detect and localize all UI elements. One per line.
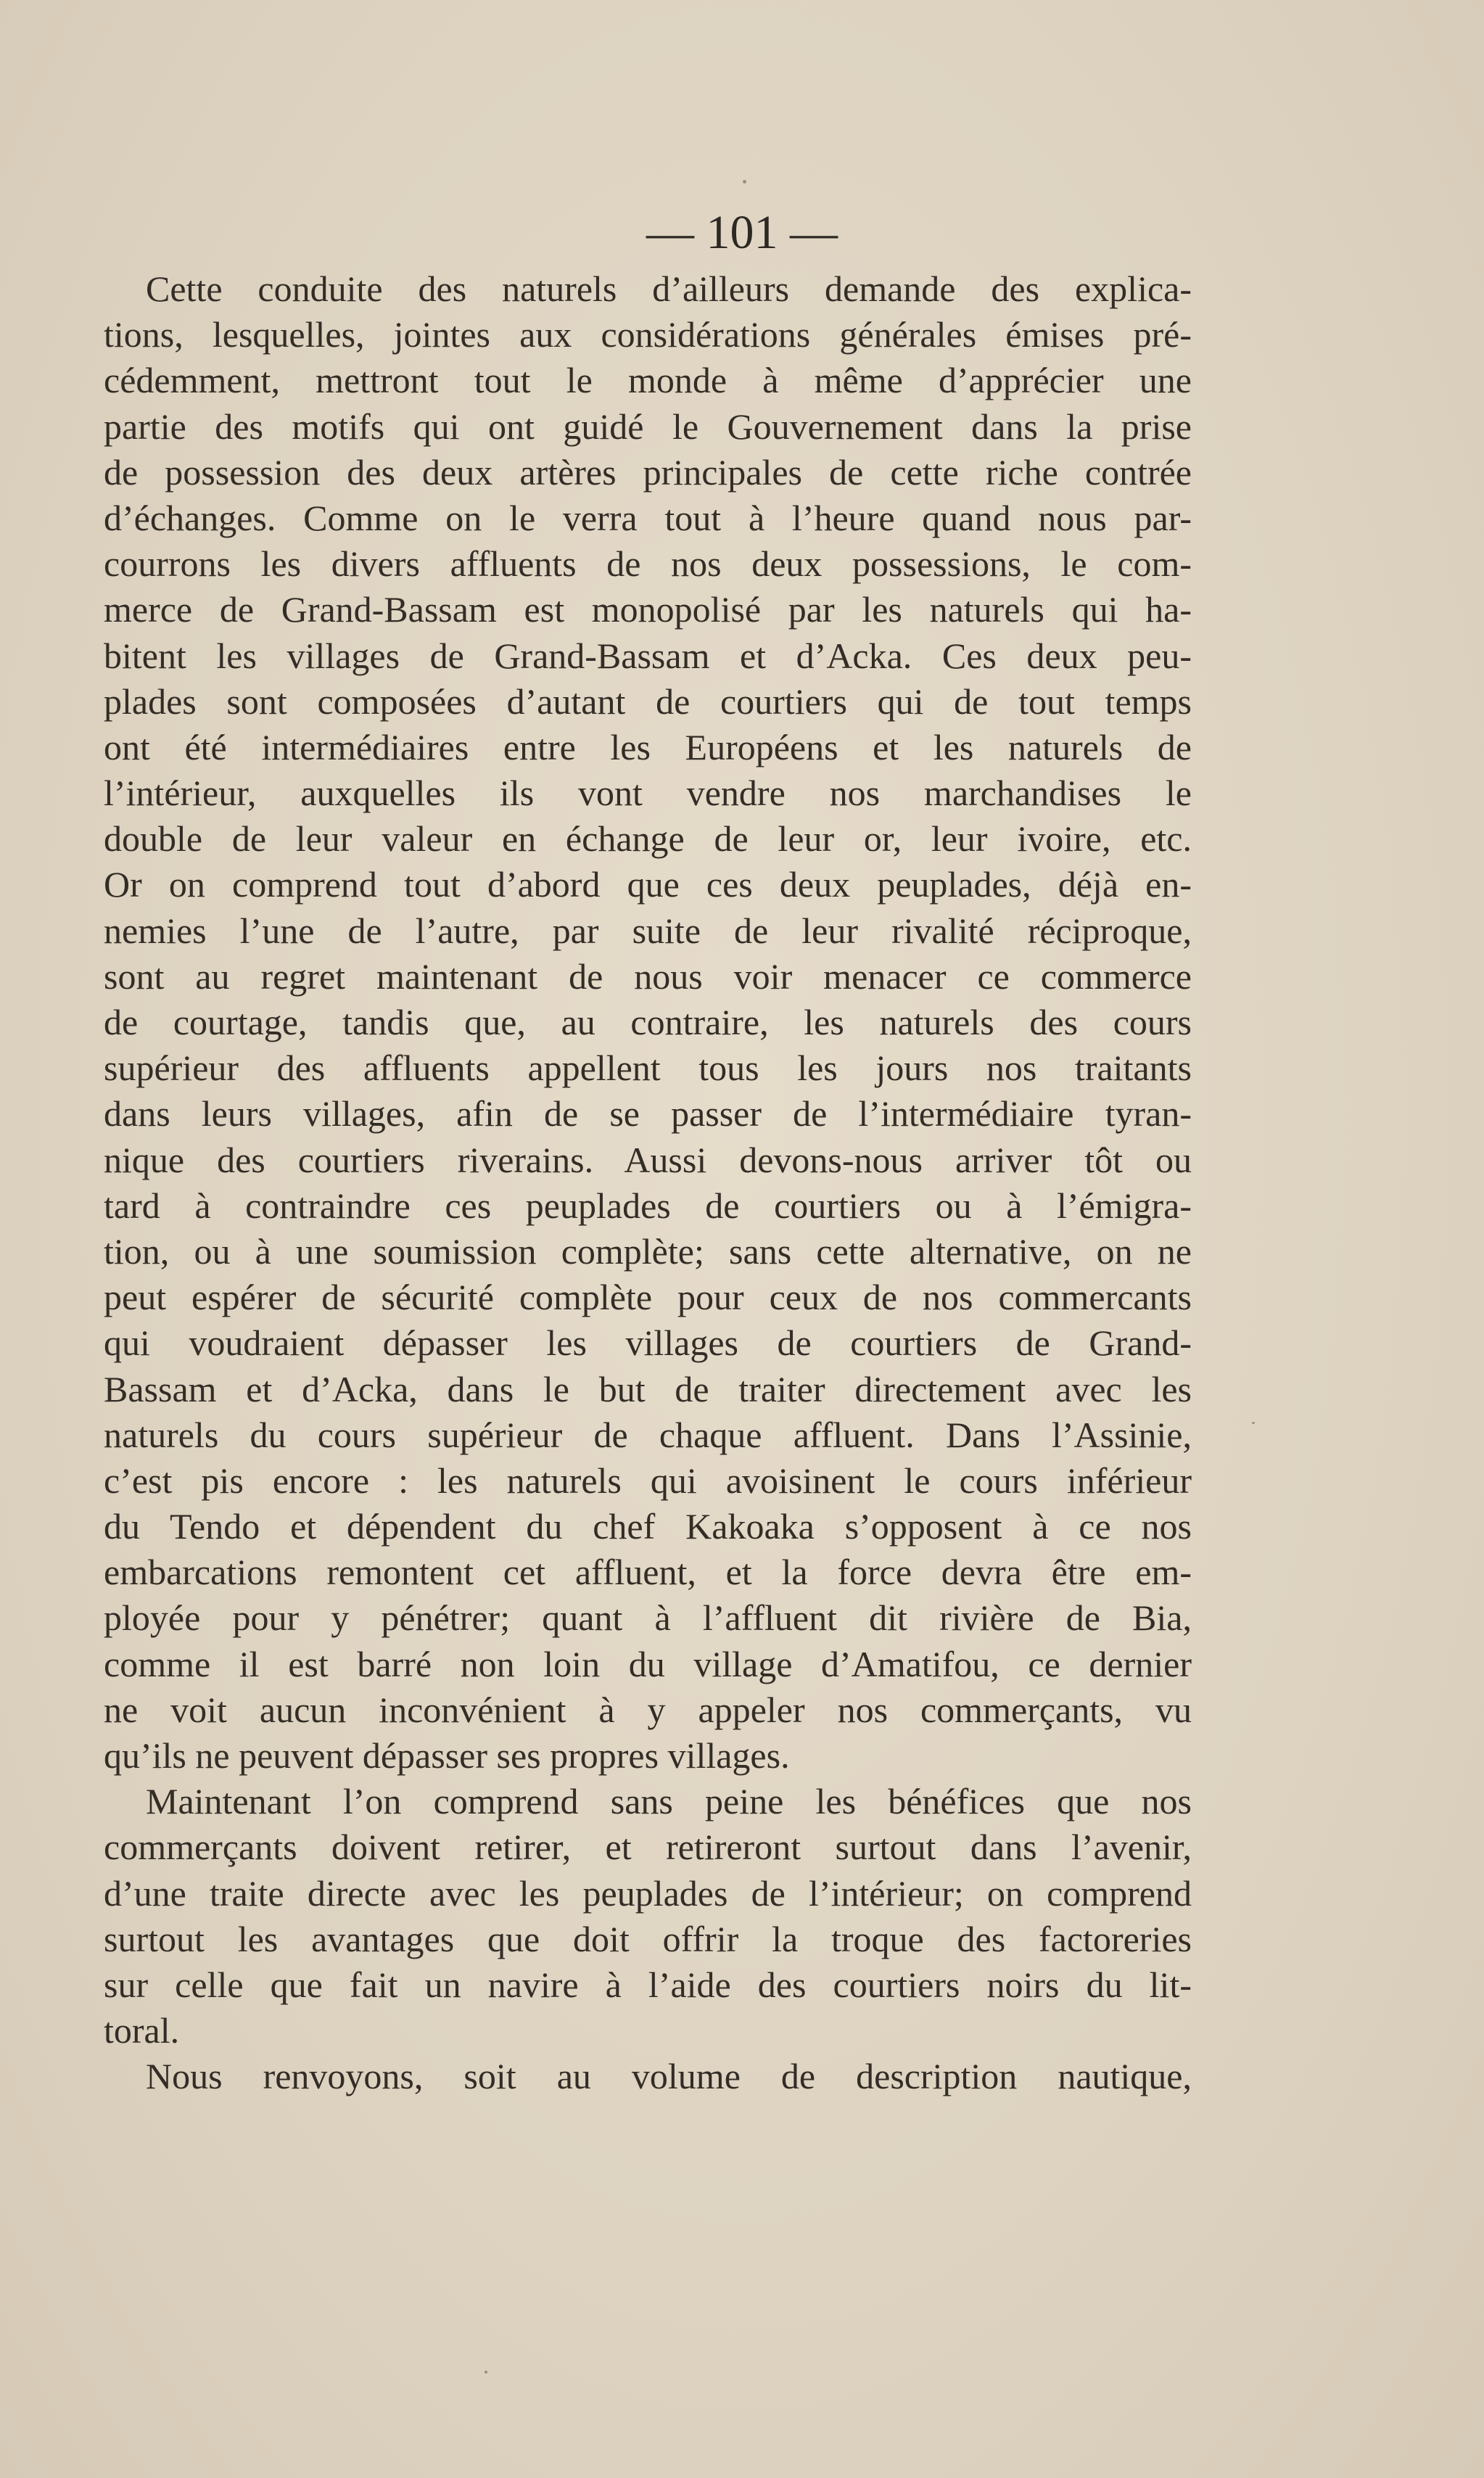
- text-line: du Tendo et dépendent du chef Kakoaka s’opposent à ce nos: [104, 1506, 1192, 1547]
- text-line: tion, ou à une soumission complète; sans cette alternative, on ne: [104, 1230, 1192, 1272]
- text-line: l’intérieur, auxquelles ils vont vendre nos marchandises le: [104, 773, 1192, 814]
- text-line: ployée pour y pénétrer; quant à l’affluent dit rivière de Bia,: [104, 1597, 1192, 1639]
- text-line: merce de Grand-Bassam est monopolisé par les naturels qui ha-: [104, 589, 1192, 630]
- page-number: — 101 —: [646, 206, 838, 259]
- text-line: bitent les villages de Grand-Bassam et d’Acka. Ces deux peu-: [104, 635, 1192, 676]
- text-line: supérieur des affluents appellent tous les jours nos traitants: [104, 1047, 1192, 1089]
- text-line: Bassam et d’Acka, dans le but de traiter directement avec les: [104, 1368, 1192, 1409]
- text-line: Or on comprend tout d’abord que ces deux peuplades, déjà en-: [104, 864, 1192, 905]
- text-line: Nous renvoyons, soit au volume de description nautique,: [146, 2056, 1192, 2097]
- text-line: sur celle que fait un navire à l’aide des courtiers noirs du lit-: [104, 1964, 1192, 2005]
- text-line: dans leurs villages, afin de se passer de l’intermédiaire tyran-: [104, 1093, 1192, 1135]
- text-line: surtout les avantages que doit offrir la troque des factoreries: [104, 1918, 1192, 1959]
- body-text: [104, 266, 1192, 2100]
- text-line: plades sont composées d’autant de courtiers qui de tout temps: [104, 680, 1192, 722]
- text-line: cédemment, mettront tout le monde à même d’apprécier une: [104, 360, 1192, 401]
- text-line: peut espérer de sécurité complète pour ceux de nos commercants: [104, 1277, 1192, 1318]
- text-line: tions, lesquelles, jointes aux considérations générales émises pré-: [104, 314, 1192, 355]
- text-line: embarcations remontent cet affluent, et la force devra être em-: [104, 1552, 1192, 1593]
- text-line: Cette conduite des naturels d’ailleurs demande des explica-: [146, 268, 1192, 309]
- text-line: c’est pis encore : les naturels qui avoisinent le cours inférieur: [104, 1460, 1192, 1501]
- text-line: double de leur valeur en échange de leur or, leur ivoire, etc.: [104, 818, 1192, 860]
- text-line: nemies l’une de l’autre, par suite de leur rivalité réciproque,: [104, 910, 1192, 951]
- paper-speck: [485, 2371, 487, 2374]
- text-line: comme il est barré non loin du village d’Amatifou, ce dernier: [104, 1643, 1192, 1684]
- text-line: ont été intermédiaires entre les Européens et les naturels de: [104, 726, 1192, 767]
- text-line: ne voit aucun inconvénient à y appeler nos commerçants, vu: [104, 1689, 1192, 1730]
- text-line: de courtage, tandis que, au contraire, les naturels des cours: [104, 1002, 1192, 1042]
- text-line: sont au regret maintenant de nous voir menacer ce commerce: [104, 955, 1192, 997]
- paper-speck: [1252, 1422, 1255, 1424]
- text-line: toral.: [104, 2010, 180, 2051]
- text-line: tard à contraindre ces peuplades de courtiers ou à l’émigra-: [104, 1185, 1192, 1226]
- text-line: d’une traite directe avec les peuplades de l’intérieur; on comprend: [104, 1872, 1192, 1914]
- text-line: qu’ils ne peuvent dépasser ses propres villages.: [104, 1735, 790, 1776]
- text-line: courrons les divers affluents de nos deux possessions, le com-: [104, 543, 1192, 585]
- text-line: qui voudraient dépasser les villages de courtiers de Grand-: [104, 1322, 1192, 1364]
- text-line: de possession des deux artères principales de cette riche contrée: [104, 451, 1192, 493]
- text-line: d’échanges. Comme on le verra tout à l’heure quand nous par-: [104, 497, 1192, 538]
- paper-speck: [743, 180, 746, 184]
- text-line: nique des courtiers riverains. Aussi devons-nous arriver tôt ou: [104, 1139, 1192, 1180]
- text-line: Maintenant l’on comprend sans peine les bénéfices que nos: [146, 1781, 1192, 1822]
- text-line: commerçants doivent retirer, et retireront surtout dans l’avenir,: [104, 1827, 1192, 1868]
- text-line: naturels du cours supérieur de chaque affluent. Dans l’Assinie,: [104, 1414, 1192, 1455]
- text-line: partie des motifs qui ont guidé le Gouvernement dans la prise: [104, 406, 1192, 447]
